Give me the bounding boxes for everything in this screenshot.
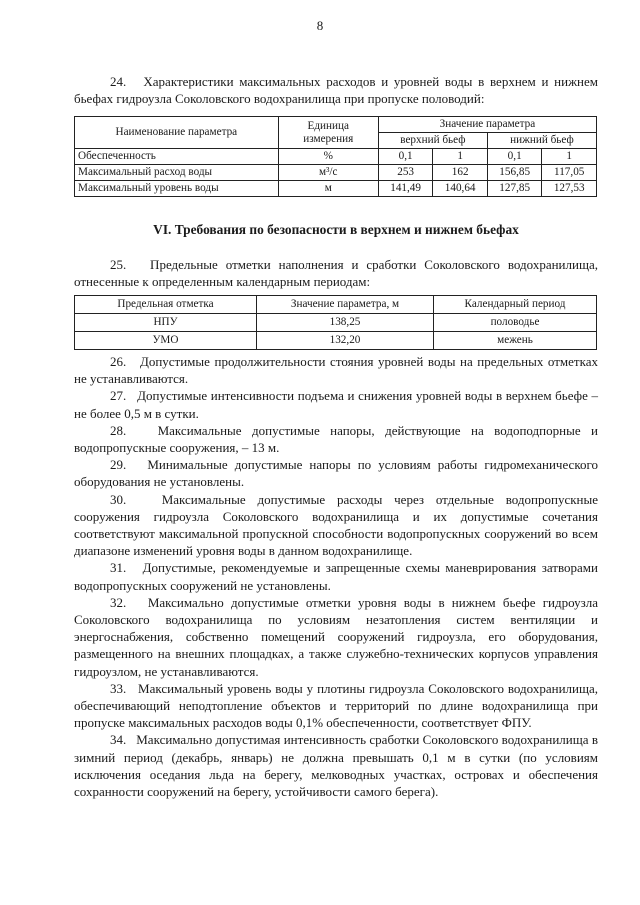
mark-name: НПУ [75,314,257,332]
header-period: Календарный период [434,296,597,314]
param-value: 117,05 [542,165,597,181]
param-value: 0,1 [487,149,542,165]
params-header-row [75,117,597,133]
header-value: Значение параметра [378,117,596,133]
param-name: Максимальный расход воды [75,165,279,181]
paragraph-28: 28. Максимальные допустимые напоры, действующие на водоподпорные и водопропускные сооружения, – 13 м. [74,422,598,456]
paragraph-29: 29. Минимальные допустимые напоры по условиям работы гидромеханического оборудования не установлены. [74,457,598,490]
header-mark: Предельная отметка [75,296,257,314]
param-value: 141,49 [378,181,433,197]
item-24-text: 24. Характеристики максимальных расходов и уровней воды в верхнем и нижнем бьефах гидроузла Соколовского водохранилища при пропуске половодий: [74,74,598,107]
mark-value: 132,20 [257,332,434,350]
table-row [75,149,597,165]
param-value: 162 [433,165,488,181]
page-number: 8 [316,18,324,33]
param-value: 127,53 [542,181,597,197]
param-name: Обеспеченность [75,149,279,165]
param-value: 156,85 [487,165,542,181]
header-value: Значение параметра, м [257,296,434,314]
param-value: 127,85 [487,181,542,197]
item-25-text: 25. Предельные отметки наполнения и сработки Соколовского водохранилища, отнесенные к определенным календарным периодам: [74,257,598,290]
param-unit: % [278,149,378,165]
section-heading: VI. Требования по безопасности в верхнем и нижнем бьефах [153,222,519,237]
param-value: 140,64 [433,181,488,197]
paragraph-31: 31. Допустимые, рекомендуемые и запрещенные схемы маневрирования затворами водопропускных сооружений не установлены. [74,560,598,593]
table-row [75,181,597,197]
table-row [75,314,597,332]
header-unit: Единица измерения [278,117,378,149]
table-row [75,165,597,181]
header-upper: верхний бьеф [378,133,487,149]
item-24 [74,73,598,107]
paragraph-32: 32. Максимально допустимые отметки уровня воды в нижнем бьефе гидроузла Соколовского водохранилища по условиям незатопления систем вентиляции и энергоснабжения, собственно помещений сооружений гидроузла, его оборудования, размещенного на внешних площадках, а также служебно-технических корпусов управления гидроузлом, не устанавливаются. [74,594,598,679]
limit-marks-table [74,295,597,350]
mark-period: половодье [434,314,597,332]
param-value: 0,1 [378,149,433,165]
param-value: 1 [542,149,597,165]
marks-header-row [75,296,597,314]
provisions-body [74,353,598,800]
param-unit: м [278,181,378,197]
param-name: Максимальный уровень воды [75,181,279,197]
item-25 [74,256,598,290]
mark-name: УМО [75,332,257,350]
param-value: 253 [378,165,433,181]
mark-value: 138,25 [257,314,434,332]
paragraph-26: 26. Допустимые продолжительности стояния уровней воды на предельных отметках не устанавливаются. [74,354,598,387]
paragraph-30: 30. Максимальные допустимые расходы через отдельные водопропускные сооружения гидроузла Соколовского водохранилища и их допустимые сочетания соответствуют максимальной пропускной способности водопропускных сооружений во всем диапазоне изменений уровня воды в данном водохранилище. [74,491,598,559]
table-row [75,332,597,350]
paragraph-33: 33. Максимальный уровень воды у плотины гидроузла Соколовского водохранилища, обеспечивающий неподтопление объектов и территорий по длине водохранилища при пропуске максимальных расходов воды 0,1% обеспеченности, соответствует ФПУ. [74,680,598,731]
paragraph-34: 34. Максимально допустимая интенсивность сработки Соколовского водохранилища в зимний период (декабрь, январь) не должна превышать 0,1 м в сутки (по условиям исключения оседания льда на берегу, мелководных участках, островах и обеспечения сохранности сооружений на берегу, устойчивости самого берега). [74,732,598,800]
paragraph-27: 27. Допустимые интенсивности подъема и снижения уровней воды в верхнем бьефе – не более 0,5 м в сутки. [74,388,598,421]
water-parameters-table [74,116,597,197]
header-param: Наименование параметра [75,117,279,149]
param-unit: м³/с [278,165,378,181]
mark-period: межень [434,332,597,350]
param-value: 1 [433,149,488,165]
header-lower: нижний бьеф [487,133,596,149]
